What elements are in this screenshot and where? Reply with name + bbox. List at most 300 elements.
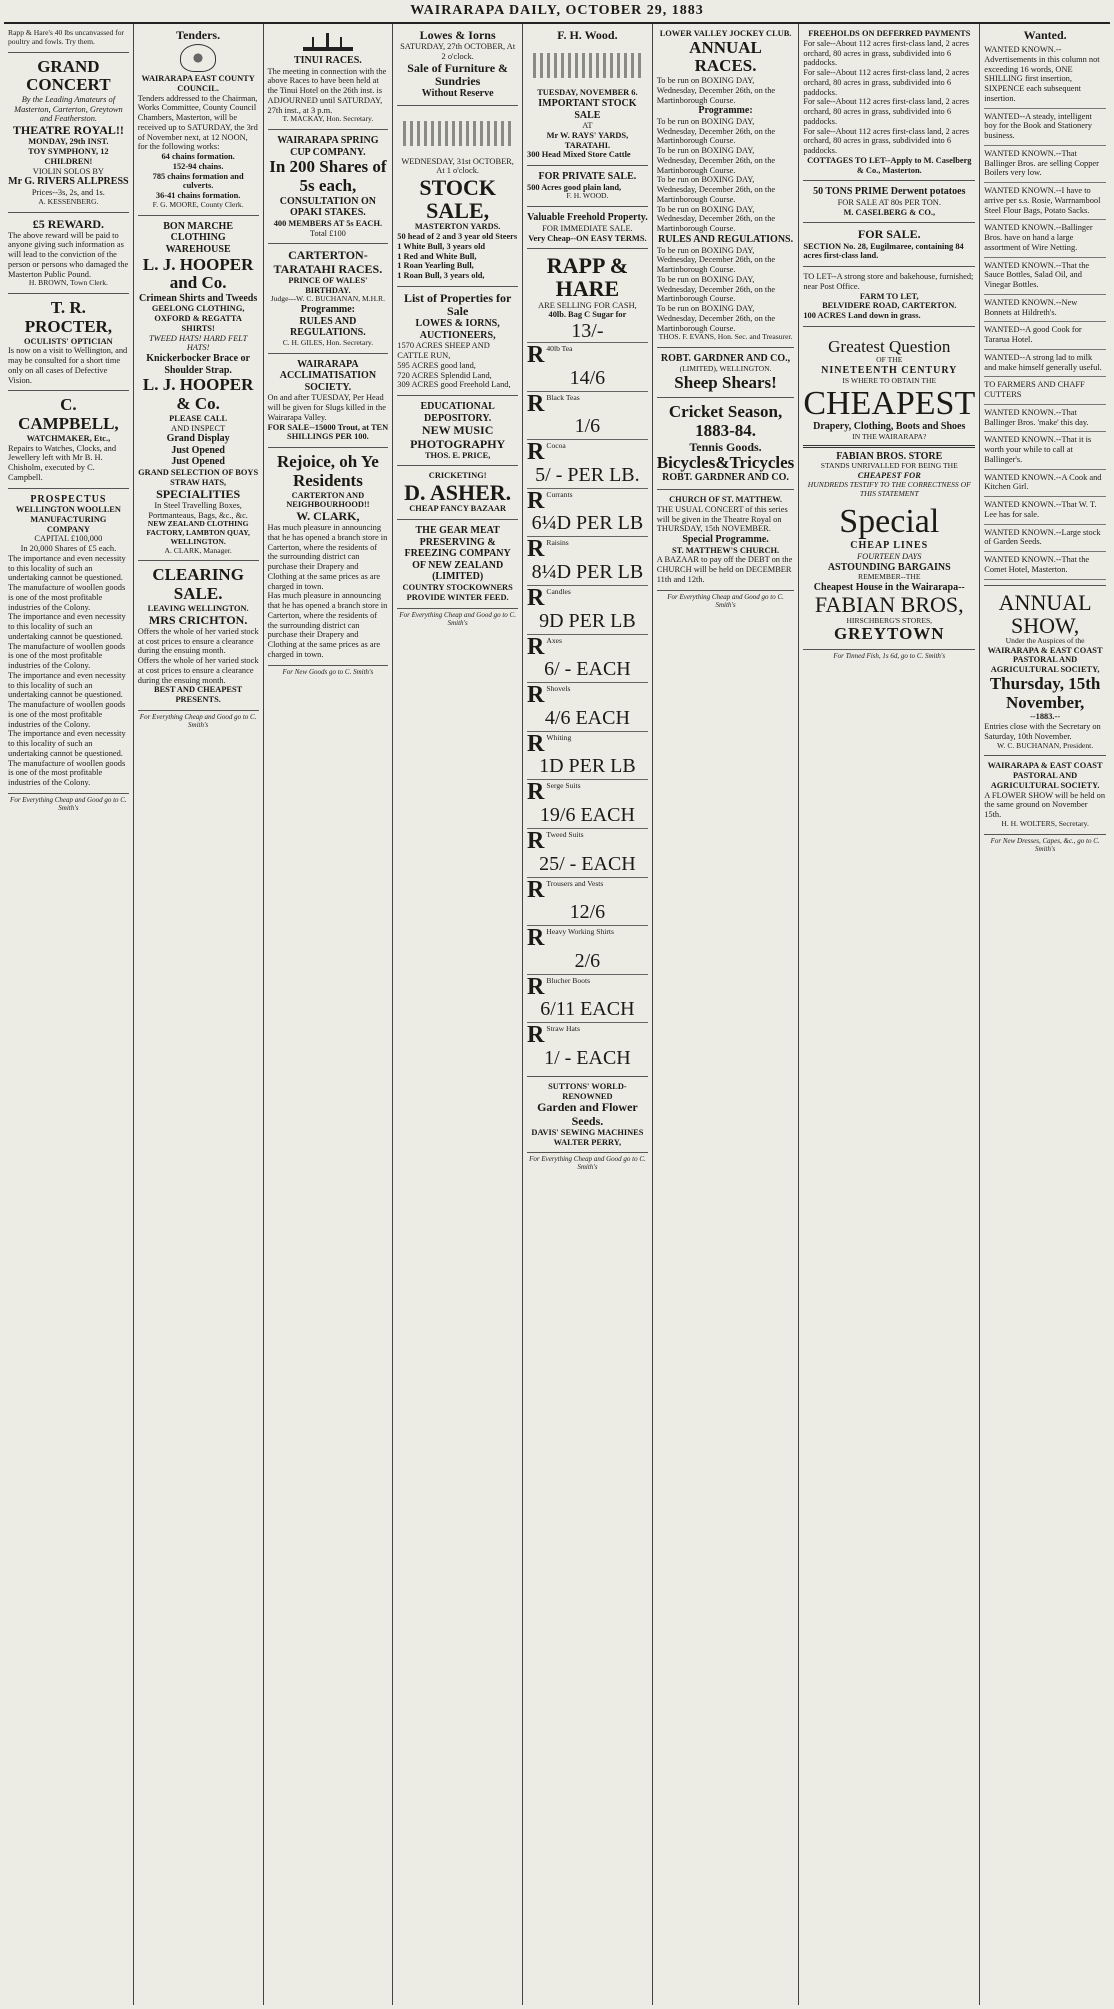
column-footer: For Everything Cheap and Good go to C. Smith's [529,1155,646,1172]
gear-title: THE GEAR MEAT PRESERVING & FREEZING COMPANY OF NEW ZEALAND (LIMITED) [404,525,511,583]
procter-ad [8,296,129,391]
cheapest-for: CHEAPEST FOR [857,471,921,481]
rapp-hare-item [527,877,648,926]
procter-name: T. R. PROCTER, [24,298,113,336]
drop-cap-r: R [527,342,545,369]
stock-sale-title: STOCK SALE, [419,175,496,224]
just-opened-2: Just Opened [171,456,225,468]
hooper-name: L. J. HOOPER and Co. [142,254,254,293]
programme-body-3: To be run on BOXING DAY, Wednesday, December 26th, on the Martinborough Course. [656,175,776,204]
drop-cap-r: R [527,730,545,757]
church-concert: THE USUAL CONCERT of this series will be given in the Theatre Royal on THURSDAY, 15th NOVEMBER. [656,504,788,534]
clearing-sale-ad [138,563,259,710]
of-the: OF THE [876,355,903,365]
campbell-trade: WATCHMAKER, Etc., [26,433,111,443]
rapp-hare-item [527,1022,648,1071]
clark-body-2: Has much pleasure in announcing that he has opened a branch store in Carterton, where the residents of the surrounding district can purchase their Drapery and Clothing at the same prices as are charged in town. [267,591,388,659]
column-6 [653,24,800,2005]
column-footer: For Tinned Fish, 1s 6d, go to C. Smith's [833,652,946,661]
show-body: Entries close with the Secretary on Saturday, 10th November. [984,722,1101,741]
drop-cap-r: R [527,487,545,514]
buchanan: W. C. BUCHANAN, President. [997,740,1094,750]
freehold-title: Valuable Freehold Property. [527,212,648,224]
lowes-date: SATURDAY, 27th OCTOBER, At 2 o'clock. [400,42,516,61]
asher-name: D. ASHER. [404,480,512,506]
item-price: 25/ - EACH [539,852,636,875]
drop-cap-r: R [527,779,545,806]
nz-clothing-factory: NEW ZEALAND CLOTHING FACTORY, LAMBTON QUAY, WELLINGTON. [146,519,250,546]
cricket-year: 1883-84. [695,420,756,440]
item-name: Currants [546,489,573,499]
hirschberg: HIRSCHBERG'S STORES, [846,615,933,625]
wanted-item: WANTED KNOWN.--That the Sauce Bottles, Salad Oil, and Vinegar Bottles. [984,258,1106,295]
column-footer: For Everything Cheap and Good go to C. Smith's [399,610,516,627]
cricketing: CRICKETING! [428,471,487,481]
rapp-hare-item [527,682,648,731]
easy-terms: Very Cheap--ON EASY TERMS. [528,233,647,243]
wanted-item: WANTED KNOWN.--That W. T. Lee has for sale. [984,497,1106,525]
rapp-hare-item [527,585,648,634]
important-sale: IMPORTANT STOCK SALE [538,97,637,121]
item-name: Trousers and Vests [546,878,604,888]
woollen-body: The importance and even necessity to this locality of such an undertaking cannot be questioned. The manufacture of woollen goods is one of the most profitable industries of the Colony. [8,553,126,612]
davis-machines: DAVIS' SEWING MACHINES [531,1127,644,1137]
item-price: 2/6 [574,949,601,972]
wood-date: TUESDAY, NOVEMBER 6. [537,88,638,98]
freehold-body-2: For sale--About 112 acres first-class land, 2 acres orchard, 80 acres in grass, subdivided into 6 paddocks. [803,68,970,97]
wanted-item: WANTED KNOWN.--That the Comet Hotel, Masterton. [984,552,1106,580]
item-name: 40lb Tea [546,344,573,354]
item-price: 19/6 EACH [539,803,635,826]
drop-cap-r: R [527,876,545,903]
knickerbocker: Knickerbocker Brace or Shoulder Strap. [146,353,250,376]
races-body: To be run on BOXING DAY, Wednesday, December 26th, on the Martinborough Course. [656,76,776,105]
caselberg: M. CASELBERG & CO., [843,207,936,217]
item-name: Cocoa [546,441,566,451]
programme-heading: Programme: [698,105,753,117]
wanted-item: TO FARMERS AND CHAFF CUTTERS [984,377,1106,405]
concert-toy: TOY SYMPHONY, 12 CHILDREN! [28,147,109,166]
mrs-crichton: MRS CRICHTON. [148,612,248,627]
acres-500: 500 Acres good plain land, [527,182,622,192]
concert-sign: A. KESSENBERG. [38,196,99,206]
rapp-hare-ad [527,251,648,1077]
livestock-engraving-icon [533,44,642,86]
greytown: GREYTOWN [833,624,945,644]
rules-body: To be run on BOXING DAY, Wednesday, December 26th, on the Martinborough Course. [656,245,776,275]
flower-show-ad [984,758,1106,834]
concert-date: MONDAY, 29th INST. [28,137,109,147]
drop-cap-r: R [527,1022,545,1049]
item-price: 1D PER LB [539,755,636,778]
hon-sec: C. H. GILES, Hon. Secretary. [282,337,374,347]
item-name: Tweed Suits [546,829,584,839]
acclim-body: On and after TUESDAY, Per Head will be given for Slugs killed in the Wairarapa Valley. [267,393,386,422]
edu-depot: EDUCATIONAL DEPOSITORY. [420,401,495,424]
wanted-item: WANTED--A good Cook for Tararua Hotel. [984,322,1106,350]
item-price: 1/ - EACH [544,1046,631,1069]
just-opened: Just Opened [171,444,225,456]
private-sale-ad [527,168,648,207]
acclim-title: WAIRARAPA ACCLIMATISATION SOCIETY. [279,358,377,393]
stock-300: 300 Head Mixed Store Cattle [527,150,631,160]
astounding-bargains: ASTOUNDING BARGAINS [827,561,951,573]
robt-gardner-2: ROBT. GARDNER AND CO. [662,472,789,484]
selling-line: ARE SELLING FOR CASH, [538,300,637,310]
fabian-bros: FABIAN BROS, [814,592,964,618]
column-footer: For Everything Cheap and Good go to C. Smith's [667,592,784,609]
item-name: Blucher Boots [546,975,591,985]
item-name: Serge Suits [546,781,581,791]
carterton-races-ad [268,246,389,353]
to-let-body: TO LET--A strong store and bakehouse, furnished; near Post Office. [803,272,974,291]
belvidere: BELVIDERE ROAD, CARTERTON. [822,301,957,311]
reward-title: £5 REWARD. [32,216,105,231]
clearing-title: CLEARING SALE. [152,565,244,604]
best-cheapest: BEST AND CHEAPEST PRESENTS. [153,685,243,705]
column-7 [799,24,980,2005]
oxford-shirts: OXFORD & REGATTA SHIRTS! [154,314,242,333]
evans-sign: THOS. F. EVANS, Hon. Sec. and Treasurer. [658,332,793,342]
drapery-line: Drapery, Clothing, Boots and Shoes [813,421,966,433]
item-name: Axes [546,635,562,645]
reward-sign: H. BROWN, Town Clerk. [28,278,108,288]
concert-prices: Prices--3s, 2s, and 1s. [31,188,105,197]
clark-branch-ad [268,450,389,666]
sugar-price: 13/- [571,320,604,343]
judge-line: Judge---W. C. BUCHANAN, M.H.R. [270,294,386,304]
drop-cap-r: R [527,439,545,466]
wood-stock-ad [527,26,648,166]
wanted-item: WANTED KNOWN.--I have to arrive per s.s. Rosie, Warrnambool Steel Flour Bags, Potato Sacks. [984,183,1106,220]
programme-body: To be run on BOXING DAY, Wednesday, December 26th, on the Martinborough Course. [656,116,776,146]
farm-to-let: FARM TO LET, [859,291,919,301]
gardner-shears-ad [657,350,795,398]
lowes-auctioneers: LOWES & IORNS, AUCTIONEERS, [415,318,500,341]
drop-cap-r: R [527,536,545,563]
special-programme: Special Programme. [682,534,769,546]
item-price: 14/6 [569,366,606,389]
cheapest: CHEAPEST [803,384,976,422]
stock-date: WEDNESDAY, 31st OCTOBER, At 1 o'clock. [401,156,514,176]
horse-engraving-icon [298,31,358,53]
tenders-ad [138,26,259,216]
wanted-item: WANTED KNOWN.--That Ballinger Bros. 'make' this day. [984,405,1106,433]
works-item-1: 64 chains formation. [161,152,235,162]
leaving-wellington: LEAVING WELLINGTON. [147,603,249,613]
shares-line: In 200 Shares of 5s each, [269,157,387,196]
acres-2: 595 ACRES good land, [397,360,476,370]
stock-item-1: 50 head of 2 and 3 year old Steers [397,232,518,242]
acres-4: 309 ACRES good Freehold Land, [397,380,511,390]
woollen-shares: In 20,000 Shares of £5 each. [20,544,117,554]
item-price: 6/11 EACH [540,998,635,1021]
wanted-item: WANTED KNOWN.--Ballinger Bros. have on hand a large assortment of Wire Netting. [984,220,1106,257]
for-sale: FOR SALE. [857,227,921,242]
works-item-3: 785 chains formation and culverts. [152,171,244,191]
wanted-ad [984,26,1106,586]
concert-violin: VIOLIN SOLOS BY [32,166,104,176]
acres-3: 720 ACRES Splendid Land, [397,370,492,380]
programme-heading: Programme: [300,304,355,316]
rapp-hare-item [527,488,648,537]
nineteenth-century: NINETEENTH CENTURY [821,365,958,377]
woollen-capital: CAPITAL £100,000 [34,534,103,544]
item-name: Straw Hats [546,1024,580,1034]
item-price: 6¼D PER LB [531,512,644,535]
reward-ad [8,215,129,295]
gear-ad [397,522,518,608]
boys-straw-hats: GRAND SELECTION OF BOYS STRAW HATS, [138,468,259,487]
column-grid [4,24,1110,2005]
freeholds-ad [803,26,975,181]
private-sale: FOR PRIVATE SALE. [538,171,637,183]
please-call: PLEASE CALL [169,413,228,423]
rapp-notice [8,26,129,53]
programme-body-2: To be run on BOXING DAY, Wednesday, December 26th, on the Martinborough Course. [656,146,776,175]
item-price: 9D PER LB [539,609,636,632]
suttons: SUTTONS' WORLD-RENOWNED [548,1081,627,1101]
cricket-ad [657,400,795,490]
greatest-question: Greatest Question [828,336,951,356]
stock-item-4: 1 Roan Yearling Bull, [397,261,474,271]
consultation: CONSULTATION ON OPAKI STAKES. [279,195,376,219]
programme-body-4: To be run on BOXING DAY, Wednesday, December 26th, on the Martinborough Course. [656,204,776,234]
races-sign: T. MACKAY, Hon. Secretary. [282,114,374,124]
column-2 [134,24,264,2005]
to-let-ad [803,269,975,327]
item-name: Candles [546,587,571,597]
item-price: 5/ - PER LB. [535,463,640,486]
tennis-goods: Tennis Goods. [689,439,762,454]
country-stockowners: COUNTRY STOCKOWNERS PROVIDE WINTER FEED. [402,583,513,602]
flower-show: A FLOWER SHOW will be held on the same ground on November 15th. [984,790,1106,820]
at-line: AT [582,121,593,131]
remember: REMEMBER--THE [858,572,921,582]
concert-by: By the Leading Amateurs of Masterton, Carterton, Greytown and Featherston. [14,94,123,124]
wanted-list [984,42,1106,580]
immediate-sale: FOR IMMEDIATE SALE. [542,223,633,233]
reward-body: The above reward will be paid to anyone giving such information as will lead to the conviction of the person or persons who damaged the Masterton Public Pound. [8,230,129,279]
drop-cap-r: R [527,390,545,417]
column-3 [264,24,394,2005]
garden-seeds: Garden and Flower Seeds. [537,1100,638,1128]
concert-venue: THEATRE ROYAL!! [12,123,124,138]
woollen-body-2: The importance and even necessity to this locality of such an undertaking cannot be questioned. The manufacture of woollen goods is one of the most profitable industries of the Colony. [8,612,126,671]
rapp-hare-item [527,536,648,585]
in-wairarapa: IN THE WAIRARAPA? [852,431,927,441]
hooper-name-2: L. J. HOOPER & Co. [142,375,254,414]
members-line: 400 MEMBERS AT 5s EACH. [273,218,383,228]
bazaar: A BAZAAR to pay off the DEBT on the CHURCH will be held on DECEMBER 11th and 12th. [656,555,793,584]
item-name: Shovels [546,684,571,694]
clark-manager: A. CLARK, Manager. [164,545,232,555]
where-line: IS WHERE TO OBTAIN THE [842,375,937,385]
lowes-title: Lowes & Iorns [419,28,496,42]
sheep-shears: Sheep Shears! [674,372,777,392]
wanted-title: Wanted. [1023,28,1067,42]
wood-sign: F. H. WOOD. [566,191,609,201]
rapp-hare-item [527,731,648,780]
potatoes-sub: FOR SALE AT 80s PER TON. [837,197,941,207]
tinui-races-ad [268,26,389,130]
fourteen-days: FOURTEEN DAYS [857,551,922,561]
works-item-4: 36-41 chains formation. [155,191,241,201]
fabian-ad [803,329,975,650]
campbell-name: C. CAMPBELL, [18,395,119,434]
column-1 [4,24,134,2005]
freehold-ad [527,209,648,249]
clark-body: Has much pleasure in announcing that he has opened a branch store in Carterton, where the residents of the surrounding district can purchase their Drapery and Clothing at the same prices as are charged in town. [267,523,388,591]
procter-trade: OCULISTS' OPTICIAN [24,336,113,346]
annual-show-ad [984,588,1106,757]
stock-item-5: 1 Roan Bull, 3 years old, [397,271,485,281]
specialities: SPECIALITIES [156,486,241,501]
item-price: 8¼D PER LB [531,561,644,584]
item-price: 6/ - EACH [544,658,631,681]
special: Special [839,503,940,541]
item-name: Black Teas [546,392,580,402]
wanted-item: WANTED KNOWN.--Advertisements in this column not exceeding 16 words, ONE SHILLING first insertion, SIXPENCE each subsequent insertion. [984,42,1106,109]
column-footer: For Everything Cheap and Good go to C. Smith's [10,795,127,812]
cheapest-house: Cheapest House in the Wairarapa-- [813,581,965,593]
drop-cap-r: R [527,682,545,709]
spring-cup-title: WAIRARAPA SPRING CUP COMPANY. [277,135,379,158]
column-footer: For New Dresses, Capes, &c., go to C. Smith's [990,836,1100,853]
concert-title: GRAND CONCERT [26,56,111,95]
freeholds-title: FREEHOLDS ON DEFERRED PAYMENTS [808,29,971,38]
wanted-item: WANTED--A strong lad to milk and make himself generally useful. [984,350,1106,378]
crimean-shirts: Crimean Shirts and Tweeds [139,292,258,304]
w-clark: W. CLARK, [296,509,360,524]
thos-price: THOS. E. PRICE, [424,450,491,460]
potatoes-title: 50 TONS PRIME Derwent potatoes [813,186,966,198]
drop-cap-r: R [527,585,545,612]
tenders-body: Tenders addressed to the Chairman, Works Committee, County Council Chambers, Masterton, will be received up to SATURDAY, the 3rd of November next, at 12 NOON, for the following works: [137,93,258,152]
fabian-store: FABIAN BROS. STORE [836,450,943,462]
rapp-hare-item [527,779,648,828]
county-council: WAIRARAPA EAST COUNTY COUNCIL. [141,74,255,93]
hundreds-line: HUNDREDS TESTIFY TO THE CORRECTNESS OF THIS STATEMENT [807,479,971,498]
lower-valley-ad [657,26,795,348]
limited-line: (LIMITED), WELLINGTON. [679,363,772,373]
wanted-item: WANTED KNOWN.--That Ballinger Bros. are selling Copper Boilers very low. [984,146,1106,183]
geelong-clothing: GEELONG CLOTHING, [151,304,245,314]
cheap-lines: CHEAP LINES [850,540,929,552]
rapp-hare-items [527,342,648,1071]
column-footer: For New Goods go to C. Smith's [282,667,374,676]
masthead: WAIRARAPA DAILY, OCTOBER 29, 1883 [4,0,1110,24]
acres-100: 100 ACRES Land down in grass. [803,311,921,321]
tenders-title: Tenders. [176,28,221,42]
races-title: TINUI RACES. [293,55,362,66]
procter-body: Is now on a visit to Wellington, and may be consulted for a short time only on all cases of Defective Vision. [8,346,128,385]
rules-heading: RULES AND REGULATIONS. [657,233,794,245]
lowes-furniture-ad [397,26,518,106]
photography: PHOTOGRAPHY [410,436,506,451]
rules-heading: RULES AND REGULATIONS. [290,315,366,339]
freehold-body-4: For sale--About 112 acres first-class land, 2 acres orchard, 80 acres in grass, subdivided into 6 paddocks. [803,126,970,155]
carterton-title: CARTERTON-TARATAHI RACES. [273,248,383,276]
freehold-body: For sale--About 112 acres first-class land, 2 acres orchard, 80 acres in grass, subdivided into 6 paddocks. [803,38,970,68]
wanted-item: WANTED KNOWN.--A Cook and Kitchen Girl. [984,470,1106,498]
rapp-hare-item [527,439,648,488]
rules-body-2: To be run on BOXING DAY, Wednesday, December 26th, on the Martinborough Course. [656,274,776,304]
church-title: CHURCH OF ST. MATTHEW. [669,495,782,505]
campbell-body: Repairs to Watches, Clocks, and Jewellery left with Mr B. H. Chisholm, executed by C. Campbell. [8,443,117,482]
inspect: AND INSPECT [171,423,226,433]
annual-races: ANNUAL RACES. [689,37,762,76]
stock-item-3: 1 Red and White Bull, [397,251,477,261]
campbell-ad [8,393,129,488]
rapp-hare-item [527,828,648,877]
acres-1: 1570 ACRES SHEEP AND CATTLE RUN, [397,341,490,361]
rejoice-heading: Rejoice, oh Ye Residents [276,452,379,490]
column-4 [393,24,523,2005]
races-body: The meeting in connection with the above Races to have been held at the Tinui Hotel on the 26th inst. is ADJOURNED until SATURDAY, 27th inst., at 3 p.m. [267,66,387,115]
cattle-engraving-icon [403,113,512,155]
prince-line: PRINCE OF WALES' BIRTHDAY. [288,275,368,295]
item-price: 12/6 [569,901,606,924]
grand-display: Grand Display [166,433,230,445]
rapp-hare-title: RAPP & HARE [546,253,629,302]
concert-ad [8,55,129,213]
potatoes-ad [803,183,975,223]
crichton-body: Offers the whole of her varied stock at cost prices to ensure a clearance during the ensuing month. [137,626,259,656]
prospectus-title: PROSPECTUS [30,493,107,505]
acclimatisation-ad [268,356,389,449]
column-8 [980,24,1110,2005]
notice-text: Rapp & Hare's 40 lbs uncanvassed for poultry and fowls. Try them. [8,28,125,46]
stands-line: STANDS UNRIVALLED FOR BEING THE [820,461,958,471]
total-line: Total £100 [309,228,346,238]
item-price: 4/6 EACH [544,706,630,729]
properties-title: List of Properties for Sale [403,290,512,319]
item-name: Whiting [546,732,572,742]
properties-ad [397,289,518,396]
section-ad [803,225,975,267]
wanted-item: WANTED KNOWN.--That it is worth your while to call at Ballinger's. [984,432,1106,469]
wanted-item: WANTED KNOWN.--New Bonnets at Hildreth's. [984,295,1106,323]
sugar-line: 40lb. Bag C Sugar for [548,310,627,320]
works-item-2: 152-94 chains. [172,161,224,171]
taratahi: Mr W. RAYS' YARDS, TARATAHI. [546,130,629,150]
drop-cap-r: R [527,827,545,854]
carterton-line: CARTERTON AND NEIGHBOURHOOD!! [286,490,370,510]
stock-sale-ad [397,108,518,287]
walter-perry: WALTER PERRY, [553,1137,622,1147]
wair-east: WAIRARAPA & EAST COAST PASTORAL AND AGRICULTURAL SOCIETY, [987,645,1103,675]
educational-ad [397,398,518,466]
cottages: COTTAGES TO LET--Apply to M. Caselberg & Co., Masterton. [807,155,972,175]
woollen-title: WELLINGTON WOOLLEN MANUFACTURING COMPANY [15,505,121,534]
wanted-item: WANTED KNOWN.--Large stock of Garden Seeds. [984,525,1106,553]
wanted-item: WANTED--A steady, intelligent boy for the Book and Stationery business. [984,109,1106,146]
woollen-body-3: The importance and even necessity to this locality of such an undertaking cannot be questioned. The manufacture of woollen goods is one of the most profitable industries of the Colony. [8,670,126,729]
item-price: 1/6 [574,415,601,438]
rules-body-3: To be run on BOXING DAY, Wednesday, December 26th, on the Martinborough Course. [656,304,776,333]
freehold-body-3: For sale--About 112 acres first-class land, 2 acres orchard, 80 acres in grass, subdivided into 6 paddocks. [803,97,970,126]
rapp-hare-item [527,974,648,1023]
drop-cap-r: R [527,973,545,1000]
column-5 [523,24,653,2005]
cricket-season: Cricket Season, [668,402,783,422]
woollen-body-4: The importance and even necessity to this locality of such an undertaking cannot be questioned. The manufacture of woollen goods is one of the most profitable industries of the Colony. [8,729,126,788]
bon-marche-ad [138,218,259,562]
show-sub: Under the Auspices of the [1005,635,1085,645]
wood-title: F. H. Wood. [557,28,618,42]
rapp-hare-item [527,925,648,974]
